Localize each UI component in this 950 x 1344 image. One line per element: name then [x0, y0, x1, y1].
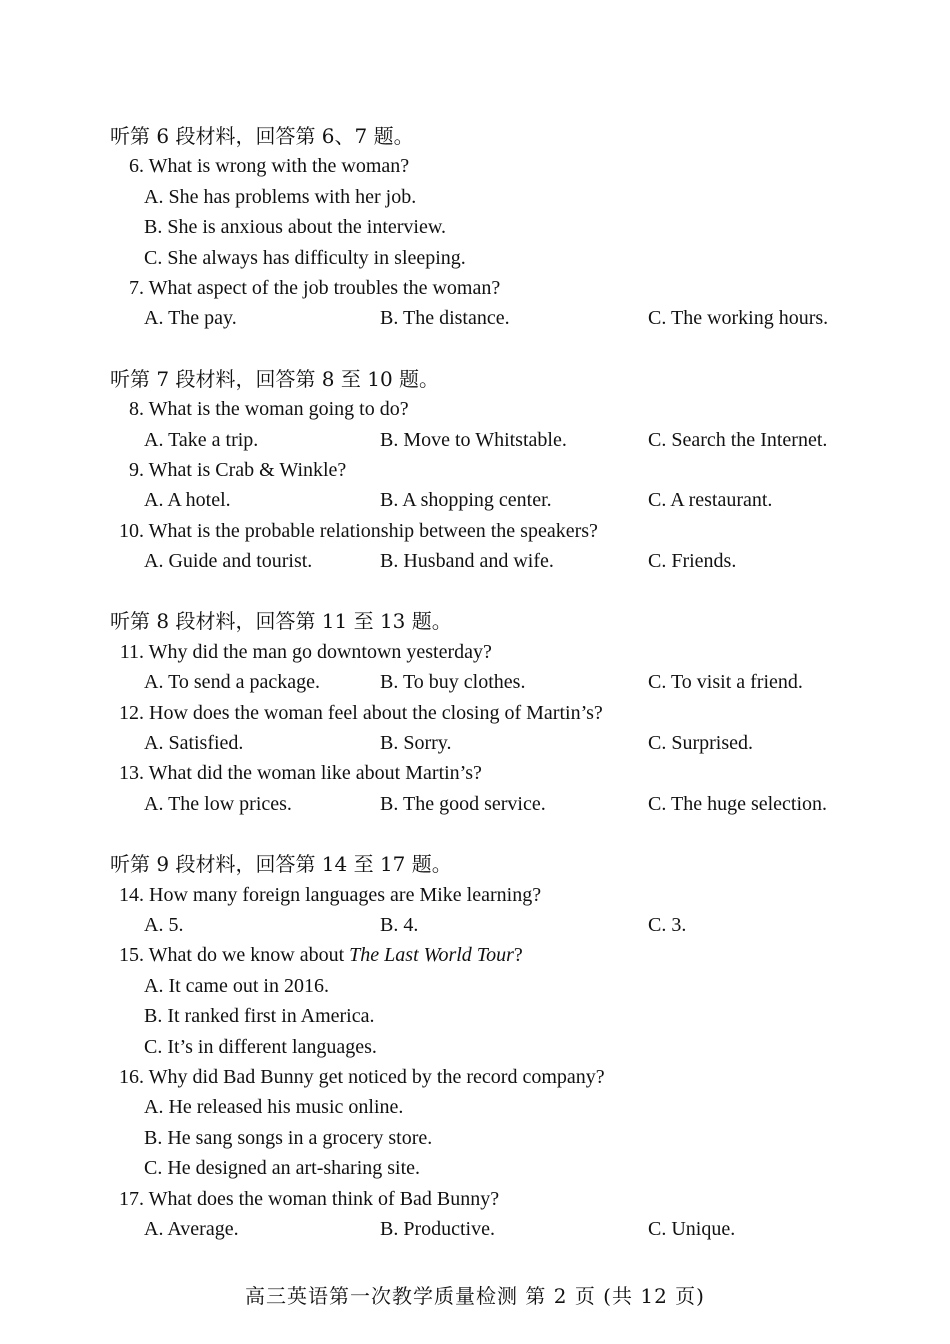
option-b: B. To buy clothes. — [380, 671, 526, 694]
option-a: A. Guide and tourist. — [144, 550, 313, 573]
question-text: Why did Bad Bunny get noticed by the record company? — [148, 1065, 605, 1088]
question-number: 17. — [119, 1187, 144, 1210]
option-c: C. Friends. — [648, 550, 737, 573]
option-a: A. To send a package. — [144, 671, 320, 694]
option-b: B. He sang songs in a grocery store. — [144, 1126, 433, 1149]
question-text: What is the woman going to do? — [148, 398, 409, 421]
question-stem — [110, 151, 870, 181]
question-stem — [110, 880, 870, 910]
question-number: 8. — [129, 398, 144, 421]
listening-questions — [110, 121, 870, 1244]
question-text: Why did the man go downtown yesterday? — [148, 640, 492, 663]
option-b: B. Husband and wife. — [380, 550, 554, 573]
option-a: A. 5. — [144, 913, 184, 936]
question-number: 9. — [129, 458, 144, 481]
option-a: A. He released his music online. — [144, 1096, 404, 1119]
option-b: B. The distance. — [380, 307, 510, 330]
question-text: What do we know about The Last World Tour? — [148, 944, 523, 967]
option-b: B. She is anxious about the interview. — [144, 216, 446, 239]
options-row — [110, 303, 870, 333]
question-number: 10. — [119, 519, 144, 542]
options-row — [110, 425, 870, 455]
option-b: B. 4. — [380, 913, 419, 936]
option-c: C. 3. — [648, 913, 687, 936]
option-b: B. A shopping center. — [380, 489, 552, 512]
option-c: C. To visit a friend. — [648, 671, 803, 694]
option-c: C. He designed an art-sharing site. — [144, 1157, 421, 1180]
question-number: 16. — [119, 1065, 144, 1088]
section-heading: 听第 6 段材料，回答第 6、7 题。 — [110, 124, 414, 148]
options-row — [110, 1214, 870, 1244]
option-c: C. The working hours. — [648, 307, 829, 330]
question-stem — [110, 455, 870, 485]
options-row — [110, 667, 870, 697]
question-number: 12. — [119, 701, 144, 724]
question-stem — [110, 1062, 870, 1092]
option-c: C. She always has difficulty in sleeping. — [144, 246, 466, 269]
option-b: B. The good service. — [380, 792, 546, 815]
question-number: 14. — [119, 883, 144, 906]
options-row — [110, 546, 870, 576]
option-a: A. Satisfied. — [144, 732, 244, 755]
option-a: A. It came out in 2016. — [144, 974, 329, 997]
question-text: What did the woman like about Martin’s? — [148, 762, 482, 785]
question-stem — [110, 637, 870, 667]
option-a: A. She has problems with her job. — [144, 185, 417, 208]
question-stem — [110, 940, 870, 970]
page-footer: 高三英语第一次教学质量检测 第 2 页 (共 12 页) — [245, 1284, 705, 1308]
option-c: C. It’s in different languages. — [144, 1035, 377, 1058]
section-heading: 听第 7 段材料，回答第 8 至 10 题。 — [110, 366, 440, 391]
question-stem — [110, 698, 870, 728]
option-c: C. Search the Internet. — [648, 428, 828, 451]
question-stem — [110, 758, 870, 788]
option-b: B. Move to Whitstable. — [380, 428, 567, 451]
album-title: The Last World Tour — [349, 944, 514, 967]
option-a: A. The low prices. — [144, 792, 292, 815]
option-c: C. The huge selection. — [648, 792, 828, 815]
option-a: A. The pay. — [144, 307, 237, 330]
question-stem — [110, 394, 870, 424]
question-stem — [110, 273, 870, 303]
option-c: C. A restaurant. — [648, 489, 773, 512]
question-stem — [110, 516, 870, 546]
option-b: B. Productive. — [380, 1217, 495, 1240]
question-number: 6. — [129, 155, 144, 178]
option-b: B. Sorry. — [380, 732, 452, 755]
question-text: What is Crab & Winkle? — [148, 458, 347, 481]
question-text: What does the woman think of Bad Bunny? — [148, 1187, 500, 1210]
option-c: C. Surprised. — [648, 732, 753, 755]
section-heading: 听第 8 段材料，回答第 11 至 13 题。 — [110, 609, 452, 634]
option-c: C. Unique. — [648, 1217, 736, 1240]
option-a: A. A hotel. — [144, 489, 231, 512]
options-row — [110, 728, 870, 758]
question-text: What aspect of the job troubles the woman? — [148, 276, 501, 299]
question-text: What is the probable relationship between the speakers? — [148, 519, 598, 542]
question-stem — [110, 1184, 870, 1214]
options-row — [110, 789, 870, 819]
question-number: 7. — [129, 276, 144, 299]
option-a: A. Take a trip. — [144, 428, 259, 451]
question-text: What is wrong with the woman? — [148, 155, 410, 178]
question-number: 15. — [119, 944, 144, 967]
question-text: How many foreign languages are Mike learning? — [149, 883, 542, 906]
options-row — [110, 485, 870, 515]
question-number: 13. — [119, 762, 144, 785]
options-row — [110, 910, 870, 940]
option-b: B. It ranked first in America. — [144, 1005, 375, 1028]
question-text: How does the woman feel about the closing of Martin’s? — [149, 701, 603, 724]
option-a: A. Average. — [144, 1217, 239, 1240]
section-heading: 听第 9 段材料，回答第 14 至 17 题。 — [110, 852, 452, 877]
question-number: 11. — [119, 640, 144, 663]
